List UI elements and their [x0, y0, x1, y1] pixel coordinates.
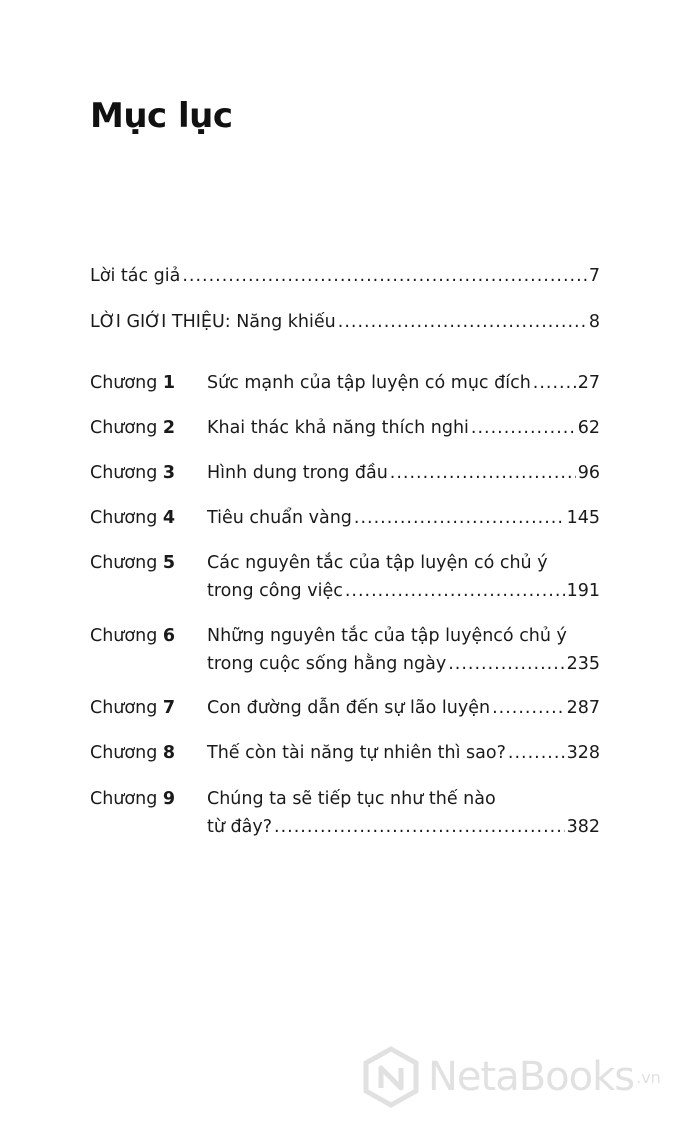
chapter-number: 6 [162, 626, 176, 646]
toc-entry-preface[interactable] [90, 262, 600, 290]
chapter-number: 1 [162, 373, 176, 393]
chapter-page: 382 [566, 817, 600, 837]
dot-leader [390, 459, 576, 487]
chapter-page: 328 [566, 743, 600, 763]
chapter-label: Chương 2 [90, 418, 176, 438]
watermark-brand: NetaBooks [428, 1054, 635, 1100]
chapter-label: Chương 7 [90, 698, 176, 718]
chapter-label: Chương 3 [90, 463, 176, 483]
dot-leader [338, 308, 587, 336]
dot-leader [354, 504, 565, 532]
dot-leader [345, 577, 565, 605]
toc-entry-introduction[interactable] [90, 308, 600, 336]
dot-leader [274, 813, 565, 841]
dot-leader [448, 650, 564, 678]
chapter-label: Chương 8 [90, 743, 176, 763]
chapter-title: Hình dung trong đầu [207, 463, 388, 483]
dot-leader [492, 694, 565, 722]
chapter-title-continued: trong cuộc sống hằng ngày [207, 654, 447, 674]
chapter-page: 191 [566, 581, 600, 601]
toc-entry-title: Lời tác giả [90, 266, 181, 286]
chapter-title: Những nguyên tắc của tập luyệncó chủ ý [207, 626, 567, 646]
netabooks-watermark [362, 1046, 661, 1108]
toc-entry-title: LỜI GIỚI THIỆU: Năng khiếu [90, 312, 336, 332]
chapter-label: Chương 6 [90, 626, 176, 646]
chapter-label: Chương 4 [90, 508, 176, 528]
chapter-title: Khai thác khả năng thích nghi [207, 418, 469, 438]
chapter-title: Các nguyên tắc của tập luyện có chủ ý [207, 553, 548, 573]
chapter-page: 27 [577, 373, 600, 393]
watermark-suffix: .vn [636, 1067, 661, 1087]
chapter-page: 145 [566, 508, 600, 528]
page-title: Mục lục [90, 96, 233, 136]
chapter-page: 235 [566, 654, 600, 674]
chapter-number: 3 [162, 463, 176, 483]
dot-leader [182, 262, 587, 290]
chapter-number: 4 [162, 508, 176, 528]
dot-leader [508, 739, 565, 767]
chapter-title: Con đường dẫn đến sự lão luyện [207, 698, 491, 718]
chapter-title: Tiêu chuẩn vàng [207, 508, 352, 528]
chapter-label: Chương 9 [90, 789, 176, 809]
chapter-number: 7 [162, 698, 176, 718]
chapter-title-continued: từ đây? [207, 817, 272, 837]
toc-entry-page: 8 [588, 312, 600, 332]
chapter-number: 2 [162, 418, 176, 438]
chapter-page: 287 [566, 698, 600, 718]
netabooks-logo-icon [362, 1046, 420, 1108]
chapter-title: Chúng ta sẽ tiếp tục như thế nào [207, 789, 496, 809]
chapter-title: Sức mạnh của tập luyện có mục đích [207, 373, 531, 393]
chapter-label: Chương 1 [90, 373, 176, 393]
dot-leader [471, 414, 576, 442]
chapter-page: 96 [577, 463, 600, 483]
toc-entry-page: 7 [588, 266, 600, 286]
chapter-title-continued: trong công việc [207, 581, 343, 601]
chapter-title: Thế còn tài năng tự nhiên thì sao? [207, 743, 506, 763]
chapter-page: 62 [577, 418, 600, 438]
chapter-number: 5 [162, 553, 176, 573]
dot-leader [533, 369, 576, 397]
chapter-number: 9 [162, 789, 176, 809]
chapter-number: 8 [162, 743, 176, 763]
chapter-label: Chương 5 [90, 553, 176, 573]
